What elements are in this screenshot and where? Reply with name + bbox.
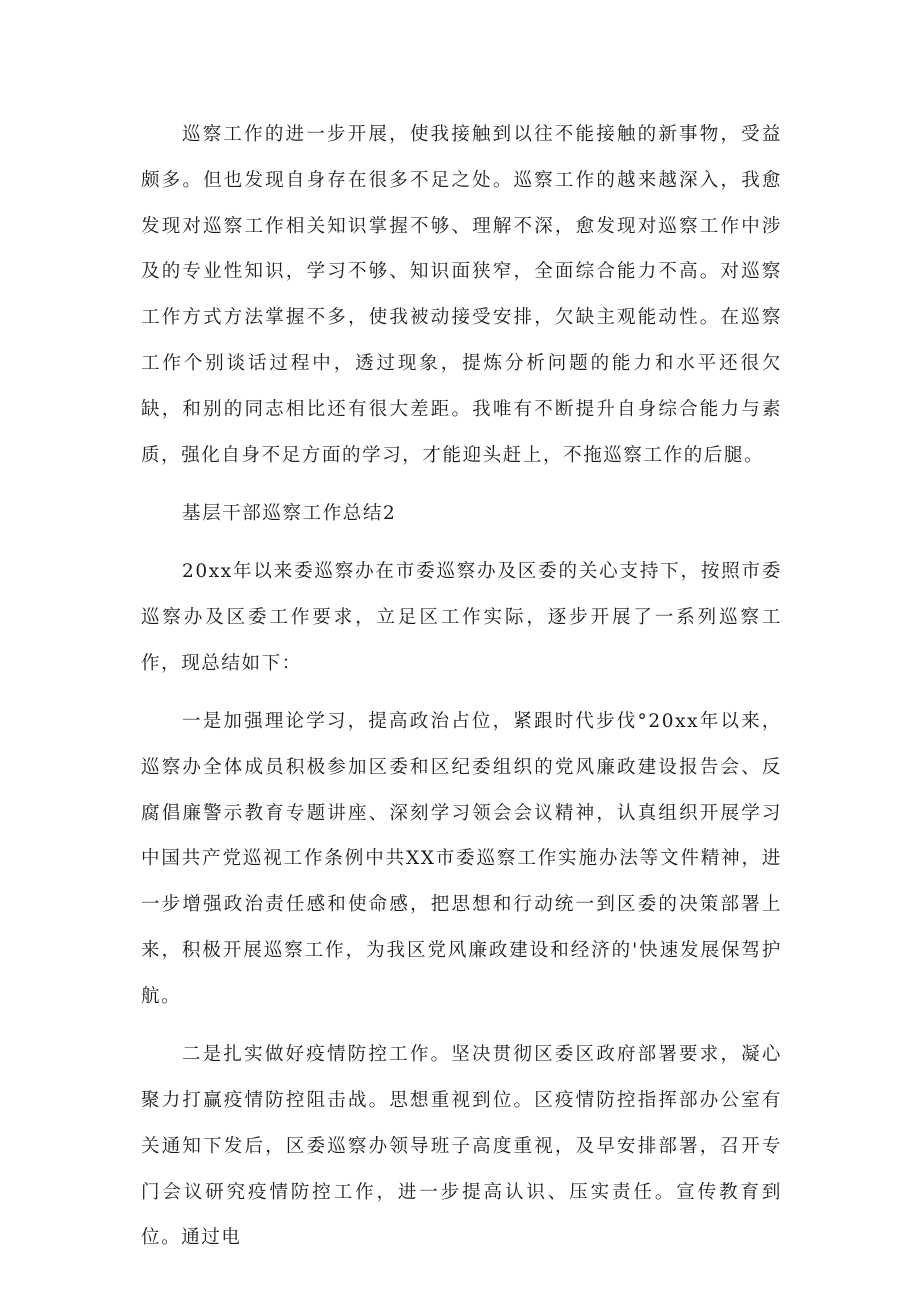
paragraph-inspection-reflection: 巡察工作的进一步开展，使我接触到以往不能接触的新事物，受益颇多。但也发现自身存在很多不足之处。巡察工作的越来越深入，我愈发现对巡察工作相关知识掌握不够、理解不深，愈发现对巡察工作中涉及的专业性知识，学习不够、知识面狭窄，全面综合能力不高。对巡察工作方式方法掌握不多，使我被动接受安排，欠缺主观能动性。在巡察工作个别谈话过程中，透过现象，提炼分析问题的能力和水平还很欠缺，和别的同志相比还有很大差距。我唯有不断提升自身综合能力与素质，强化自身不足方面的学习，才能迎头赶上，不拖巡察工作的后腿。 bbox=[141, 124, 782, 466]
paragraph-epidemic-control: 二是扎实做好疫情防控工作。坚决贯彻区委区政府部署要求，凝心聚力打赢疫情防控阻击战。思想重视到位。区疫情防控指挥部办公室有关通知下发后，区委巡察办领导班子高度重视，及早安排部署，召开专门会议研究疫情防控工作，进一步提高认识、压实责任。宣传教育到位。通过电 bbox=[141, 1044, 782, 1249]
paragraph-theory-study: 一是加强理论学习，提高政治占位，紧跟时代步伐°20xx年以来，巡察办全体成员积极参加区委和区纪委组织的党风廉政建设报告会、反腐倡廉警示教育专题讲座、深刻学习领会会议精神，认真组织开展学习中国共产党巡视工作条例中共XX市委巡察工作实施办法等文件精神，进一步增强政治责任感和使命感，把思想和行动统一到区委的决策部署上来，积极开展巡察工作，为我区党风廉政建设和经济的'快速发展保驾护航。 bbox=[141, 711, 782, 1007]
section-heading: 基层干部巡察工作总结2 bbox=[182, 502, 397, 524]
document-body bbox=[141, 112, 782, 1261]
paragraph-summary-intro: 20xx年以来委巡察办在市委巡察办及区委的关心支持下，按照市委巡察办及区委工作要求，立足区工作实际，逐步开展了一系列巡察工作，现总结如下： bbox=[141, 561, 782, 674]
